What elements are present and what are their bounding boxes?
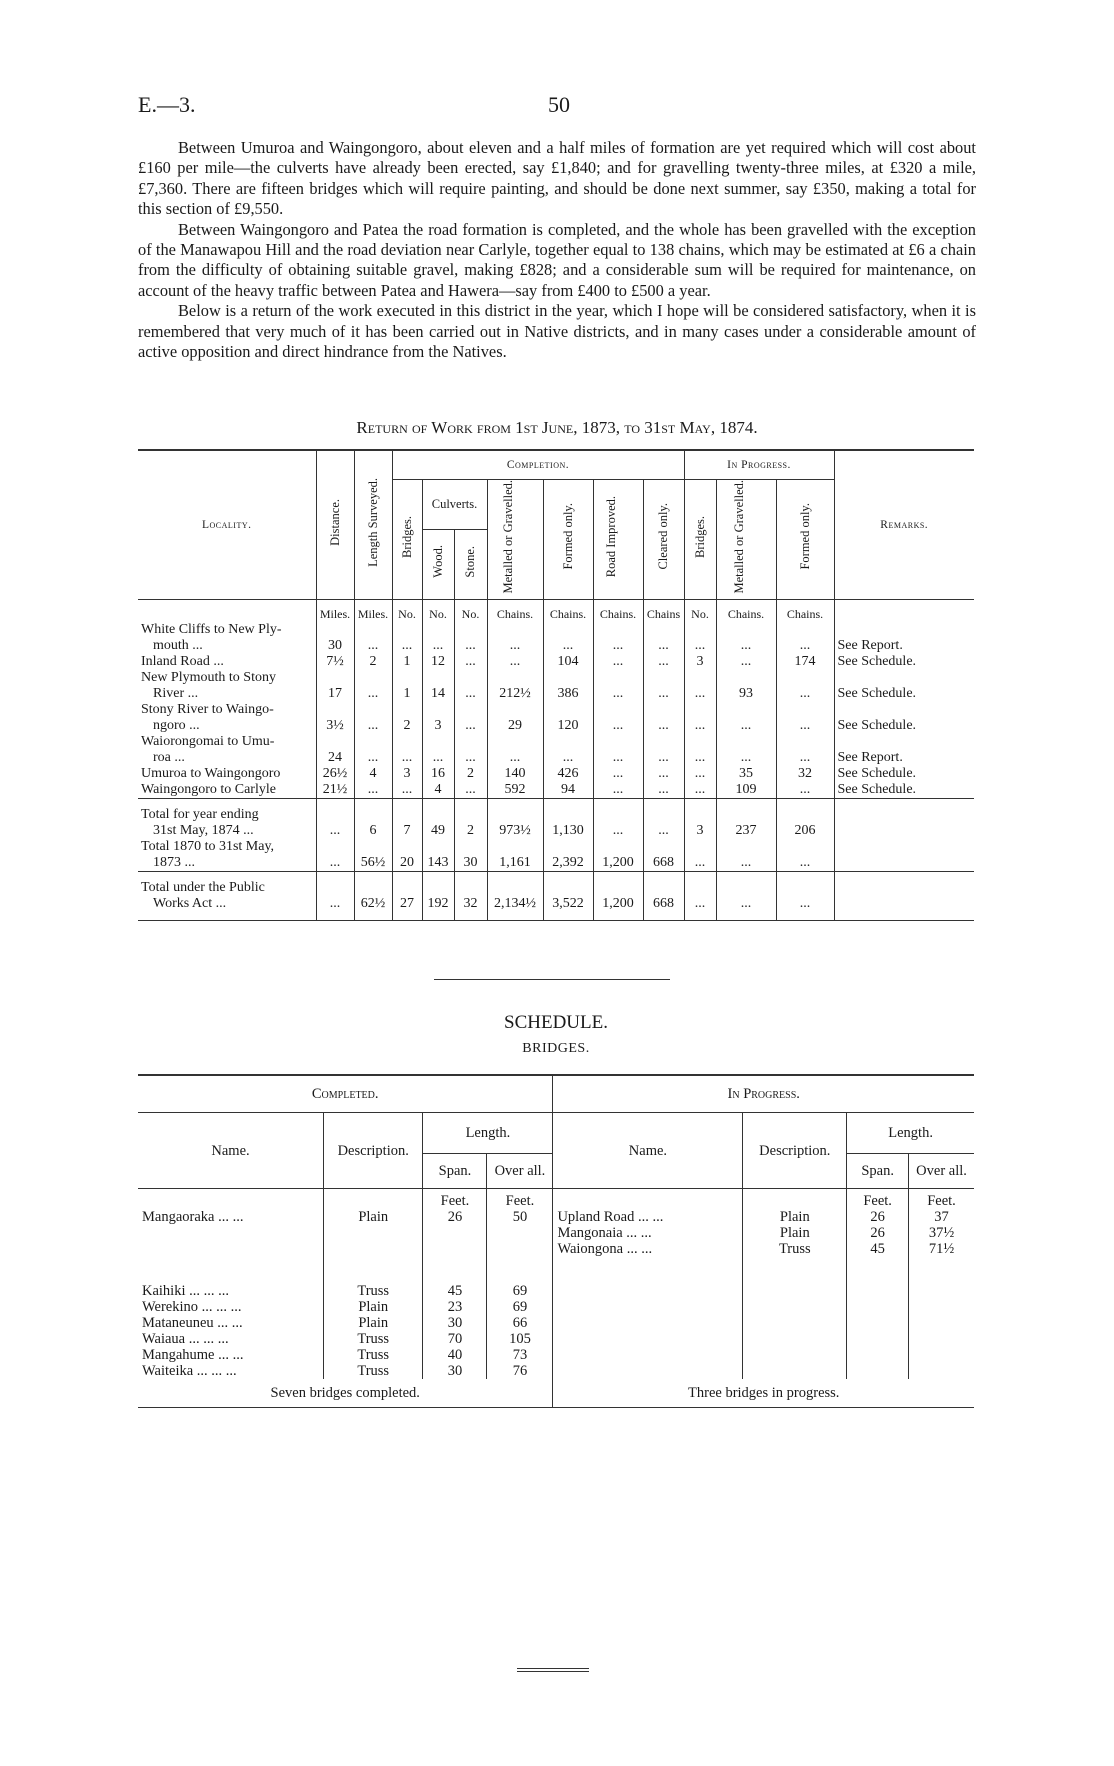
locality-line: ngoro ... xyxy=(153,717,200,733)
distance-cell: ... xyxy=(316,798,354,839)
progress-overall-line: 37 xyxy=(934,1209,949,1225)
wood-cell: 12 xyxy=(422,654,454,670)
header-cleared-only: Cleared only. xyxy=(656,503,670,571)
distance-cell: 24 xyxy=(316,734,354,766)
completed-header: Completed. xyxy=(138,1075,553,1113)
locality-line: Waingongoro to Carlyle xyxy=(141,781,276,797)
length-surveyed-cell: 2 xyxy=(354,654,392,670)
header-in-progress: In Progress. xyxy=(727,459,791,471)
progress-description-line: Truss xyxy=(778,1241,811,1257)
header-locality: Locality. xyxy=(201,518,252,531)
progress-span-line: 26 xyxy=(870,1225,885,1241)
locality-cell xyxy=(138,839,316,872)
bridges-cell: 27 xyxy=(392,871,422,920)
formed-cell: 94 xyxy=(543,782,593,799)
feet-unit: Feet. xyxy=(423,1189,487,1210)
remarks-cell: See Report. xyxy=(834,734,974,766)
length-surveyed-cell: ... xyxy=(354,702,392,734)
stone-cell: ... xyxy=(454,654,487,670)
metalled-cell: 29 xyxy=(487,702,543,734)
stone-cell: ... xyxy=(454,670,487,702)
cleared-cell: 668 xyxy=(643,839,684,872)
wood-cell: 16 xyxy=(422,766,454,782)
metalled-cell: 592 xyxy=(487,782,543,799)
bridge-name-line: Kaihiki ... ... ... xyxy=(142,1283,229,1299)
formed-cell: 104 xyxy=(543,654,593,670)
unit-ip-formed: Chains. xyxy=(776,599,834,622)
bridge-description-cell: Plain xyxy=(324,1209,423,1267)
stone-cell: 32 xyxy=(454,871,487,920)
bridge-overall-line: 105 xyxy=(509,1331,531,1347)
road-improved-cell: ... xyxy=(593,782,643,799)
stone-cell: ... xyxy=(454,782,487,799)
metalled-cell: 1,161 xyxy=(487,839,543,872)
ip-bridges-cell: ... xyxy=(684,871,716,920)
header-ip-formed-only: Formed only. xyxy=(797,503,812,571)
progress-description-header: Description. xyxy=(743,1113,847,1189)
locality-cell xyxy=(138,622,316,654)
bridge-span-cell xyxy=(423,1267,487,1379)
remarks-cell: See Report. xyxy=(834,622,974,654)
wood-cell: 3 xyxy=(422,702,454,734)
formed-cell: 2,392 xyxy=(543,839,593,872)
bridges-cell: ... xyxy=(392,782,422,799)
locality-cell xyxy=(138,782,316,799)
ip-bridges-cell: 3 xyxy=(684,798,716,839)
bridge-description-line: Truss xyxy=(357,1331,390,1347)
locality-cell xyxy=(138,702,316,734)
progress-description-line: Plain xyxy=(779,1225,810,1241)
feet-unit: Feet. xyxy=(487,1189,553,1210)
stone-cell: ... xyxy=(454,734,487,766)
ip-metalled-cell: ... xyxy=(716,702,776,734)
ip-metalled-cell: ... xyxy=(716,871,776,920)
metalled-cell: ... xyxy=(487,734,543,766)
metalled-cell: 2,134½ xyxy=(487,871,543,920)
progress-description-line: Plain xyxy=(779,1209,810,1225)
unit-cleared: Chains xyxy=(643,599,684,622)
distance-cell: ... xyxy=(316,839,354,872)
bridge-description-line: Truss xyxy=(357,1283,390,1299)
wood-cell: 49 xyxy=(422,798,454,839)
header-completion: Completion. xyxy=(506,459,570,471)
remarks-cell: See Schedule. xyxy=(834,782,974,799)
metalled-cell: ... xyxy=(487,622,543,654)
cleared-cell: ... xyxy=(643,798,684,839)
table-row xyxy=(138,734,974,766)
ip-formed-cell: ... xyxy=(776,702,834,734)
end-rule xyxy=(517,1668,589,1669)
bridge-overall-line: 66 xyxy=(512,1315,528,1331)
bridge-overall-line: 76 xyxy=(512,1363,528,1379)
locality-line: mouth ... xyxy=(153,637,203,653)
metalled-cell: 212½ xyxy=(487,670,543,702)
length-surveyed-cell: 56½ xyxy=(354,839,392,872)
bridge-description-line: Plain xyxy=(358,1315,389,1331)
length-surveyed-cell: 4 xyxy=(354,766,392,782)
progress-name-line: Mangonaia ... ... xyxy=(557,1225,652,1241)
header-road-improved: Road Improved. xyxy=(604,496,618,578)
locality-line: Total for year ending xyxy=(141,806,259,822)
ip-formed-cell: ... xyxy=(776,839,834,872)
header-distance: Distance. xyxy=(327,498,342,546)
unit-ip-bridges: No. xyxy=(684,599,716,622)
ip-bridges-cell: ... xyxy=(684,839,716,872)
return-table-title: Return of Work from 1st June, 1873, to 31st May, 1874. xyxy=(356,418,758,437)
ip-metalled-cell: 93 xyxy=(716,670,776,702)
locality-cell xyxy=(138,798,316,839)
locality-line: Waiorongomai to Umu- xyxy=(141,733,275,749)
formed-cell: 426 xyxy=(543,766,593,782)
progress-overall-cell xyxy=(909,1209,974,1379)
cleared-cell: ... xyxy=(643,734,684,766)
cleared-cell: ... xyxy=(643,702,684,734)
locality-line: Works Act ... xyxy=(153,895,227,911)
road-improved-cell: ... xyxy=(593,622,643,654)
wood-cell: 143 xyxy=(422,839,454,872)
locality-line: Total 1870 to 31st May, xyxy=(141,838,275,854)
progress-description-cell xyxy=(743,1209,847,1379)
progress-span-line: 45 xyxy=(870,1241,885,1257)
completed-length-header: Length. xyxy=(423,1113,553,1154)
bridge-description-line: Truss xyxy=(357,1363,390,1379)
ip-metalled-cell: ... xyxy=(716,654,776,670)
in-progress-summary: Three bridges in progress. xyxy=(553,1379,974,1408)
road-improved-cell: 1,200 xyxy=(593,871,643,920)
bridges-cell: ... xyxy=(392,734,422,766)
feet-unit: Feet. xyxy=(909,1189,974,1210)
header-metalled: Metalled or Gravelled. xyxy=(501,480,515,594)
ip-formed-cell: ... xyxy=(776,670,834,702)
unit-bridges: No. xyxy=(392,599,422,622)
bridges-cell: 1 xyxy=(392,654,422,670)
table-row xyxy=(138,1209,974,1267)
stone-cell: ... xyxy=(454,702,487,734)
progress-name-line: Waiongona ... ... xyxy=(557,1241,653,1257)
stone-cell: 2 xyxy=(454,798,487,839)
progress-overall-header: Over all. xyxy=(909,1154,974,1189)
ip-bridges-cell: ... xyxy=(684,766,716,782)
bridge-name-line: Waiteika ... ... ... xyxy=(142,1363,237,1379)
table-row xyxy=(138,702,974,734)
bridge-overall-cell: 50 xyxy=(487,1209,553,1267)
locality-cell xyxy=(138,670,316,702)
wood-cell: 4 xyxy=(422,782,454,799)
stone-cell: 30 xyxy=(454,839,487,872)
cleared-cell: 668 xyxy=(643,871,684,920)
road-improved-cell: ... xyxy=(593,798,643,839)
locality-cell xyxy=(138,766,316,782)
header-wood: Wood. xyxy=(430,545,445,579)
bridges-cell: 20 xyxy=(392,839,422,872)
ip-bridges-cell: 3 xyxy=(684,654,716,670)
return-of-work-table xyxy=(138,449,974,921)
bridge-overall-line: 69 xyxy=(512,1283,528,1299)
paragraph-3: Below is a return of the work executed in this district in the year, which I hope will be considered satisfactory, when it is remembered that very much of it has been carried out in Native districts, and in many cases under a considerable amount of active opposition and direct hindrance from the Natives. xyxy=(138,301,976,362)
length-surveyed-cell: ... xyxy=(354,734,392,766)
distance-cell: ... xyxy=(316,871,354,920)
remarks-cell: See Schedule. xyxy=(834,766,974,782)
formed-cell: ... xyxy=(543,622,593,654)
ip-metalled-cell: 35 xyxy=(716,766,776,782)
header-length-surveyed: Length Surveyed. xyxy=(365,477,380,567)
remarks-cell xyxy=(834,839,974,872)
progress-overall-line: 71½ xyxy=(928,1241,955,1257)
bridges-cell: 7 xyxy=(392,798,422,839)
cleared-cell: ... xyxy=(643,766,684,782)
table-row xyxy=(138,654,974,670)
end-rule xyxy=(517,1671,589,1672)
unit-length: Miles. xyxy=(354,599,392,622)
bridge-overall-line: 69 xyxy=(512,1299,528,1315)
bridge-name-line: Waiaua ... ... ... xyxy=(142,1331,229,1347)
road-improved-cell: ... xyxy=(593,670,643,702)
formed-cell: ... xyxy=(543,734,593,766)
ip-metalled-cell: ... xyxy=(716,734,776,766)
distance-cell: 7½ xyxy=(316,654,354,670)
completed-name-header: Name. xyxy=(138,1113,324,1189)
remarks-cell: See Schedule. xyxy=(834,702,974,734)
ip-bridges-cell: ... xyxy=(684,782,716,799)
bridge-overall-cell xyxy=(487,1267,553,1379)
table-row xyxy=(138,782,974,799)
table-row xyxy=(138,622,974,654)
ip-formed-cell: 206 xyxy=(776,798,834,839)
ip-formed-cell: ... xyxy=(776,871,834,920)
table-row xyxy=(138,670,974,702)
unit-metalled: Chains. xyxy=(487,599,543,622)
bridge-description-line: Plain xyxy=(358,1299,389,1315)
bridge-span-line: 23 xyxy=(447,1299,463,1315)
length-surveyed-cell: 62½ xyxy=(354,871,392,920)
formed-cell: 3,522 xyxy=(543,871,593,920)
stone-cell: ... xyxy=(454,622,487,654)
road-improved-cell: ... xyxy=(593,766,643,782)
remarks-cell xyxy=(834,871,974,920)
completed-overall-header: Over all. xyxy=(487,1154,553,1189)
distance-cell: 17 xyxy=(316,670,354,702)
ip-formed-cell: 32 xyxy=(776,766,834,782)
locality-line: roa ... xyxy=(153,749,185,765)
progress-name-header: Name. xyxy=(553,1113,743,1189)
length-surveyed-cell: ... xyxy=(354,782,392,799)
length-surveyed-cell: ... xyxy=(354,670,392,702)
progress-span-line: 26 xyxy=(870,1209,885,1225)
bridge-name-line: Mataneuneu ... ... xyxy=(142,1315,243,1331)
locality-cell xyxy=(138,734,316,766)
progress-name-cell xyxy=(553,1209,743,1379)
unit-distance: Miles. xyxy=(316,599,354,622)
header-remarks: Remarks. xyxy=(880,518,929,531)
formed-cell: 120 xyxy=(543,702,593,734)
unit-ip-metalled: Chains. xyxy=(716,599,776,622)
unit-stone: No. xyxy=(454,599,487,622)
locality-line: 31st May, 1874 ... xyxy=(153,822,254,838)
formed-cell: 1,130 xyxy=(543,798,593,839)
locality-line: 1873 ... xyxy=(153,854,195,870)
ip-metalled-cell: 237 xyxy=(716,798,776,839)
locality-cell xyxy=(138,871,316,920)
bridge-name-line: Mangahume ... ... xyxy=(142,1347,244,1363)
bridge-span-line: 40 xyxy=(447,1347,463,1363)
metalled-cell: ... xyxy=(487,654,543,670)
ip-formed-cell: ... xyxy=(776,734,834,766)
header-bridges: Bridges. xyxy=(399,515,414,558)
ip-formed-cell: 174 xyxy=(776,654,834,670)
ip-metalled-cell: 109 xyxy=(716,782,776,799)
ip-bridges-cell: ... xyxy=(684,670,716,702)
locality-cell xyxy=(138,654,316,670)
road-improved-cell: ... xyxy=(593,654,643,670)
wood-cell: 14 xyxy=(422,670,454,702)
ip-metalled-cell: ... xyxy=(716,622,776,654)
header-stone: Stone. xyxy=(463,545,477,578)
progress-span-cell xyxy=(847,1209,909,1379)
schedule-subtitle: BRIDGES. xyxy=(522,1041,590,1056)
paragraph-2: Between Waingongoro and Patea the road formation is completed, and the whole has been gravelled with the exception of the Manawapou Hill and the road deviation near Carlyle, together equal to 138 chains, which may be estimated at £6 a chain from the difficulty of obtaining suitable gravel, making £828; and a considerable sum will be required for maintenance, on account of the heavy traffic between Patea and Hawera—say from £400 to £500 a year. xyxy=(138,219,976,300)
locality-line: River ... xyxy=(153,685,199,701)
locality-line: New Plymouth to Stony xyxy=(141,669,276,685)
road-improved-cell: ... xyxy=(593,702,643,734)
bridges-cell: 3 xyxy=(392,766,422,782)
locality-line: Total under the Public xyxy=(141,879,265,895)
metalled-cell: 973½ xyxy=(487,798,543,839)
ip-metalled-cell: ... xyxy=(716,839,776,872)
bridge-description-line: Truss xyxy=(357,1347,390,1363)
length-surveyed-cell: ... xyxy=(354,622,392,654)
ip-formed-cell: ... xyxy=(776,782,834,799)
header-ip-bridges: Bridges. xyxy=(692,515,707,558)
ip-bridges-cell: ... xyxy=(684,702,716,734)
cleared-cell: ... xyxy=(643,782,684,799)
schedule-title: SCHEDULE. xyxy=(504,1012,608,1033)
remarks-cell xyxy=(834,798,974,839)
bridges-cell: 2 xyxy=(392,702,422,734)
road-improved-cell: 1,200 xyxy=(593,839,643,872)
paragraph-1: Between Umuroa and Waingongoro, about eleven and a half miles of formation are yet required which will cost about £160 per mile—the culverts have already been erected, say £1,840; and for gravelling twenty-three miles, at £320 a mile, £7,360. There are fifteen bridges which will require painting, and should be done next summer, say £350, making a total for this section of £9,550. xyxy=(138,138,976,219)
distance-cell: 30 xyxy=(316,622,354,654)
body-text xyxy=(138,138,976,362)
ip-bridges-cell: ... xyxy=(684,622,716,654)
length-surveyed-cell: 6 xyxy=(354,798,392,839)
total-row xyxy=(138,839,974,872)
progress-span-header: Span. xyxy=(847,1154,909,1189)
header-ip-metalled: Metalled or Gravelled. xyxy=(732,480,746,594)
completed-description-header: Description. xyxy=(324,1113,423,1189)
header-formed-only: Formed only. xyxy=(560,503,575,571)
total-row xyxy=(138,871,974,920)
remarks-cell: See Schedule. xyxy=(834,670,974,702)
cleared-cell: ... xyxy=(643,654,684,670)
ip-formed-cell: ... xyxy=(776,622,834,654)
bridge-span-cell: 26 xyxy=(423,1209,487,1267)
bridge-span-line: 30 xyxy=(447,1363,463,1379)
header-culverts: Culverts. xyxy=(431,497,478,512)
document-reference: E.—3. xyxy=(138,92,196,117)
bridges-schedule-table xyxy=(138,1074,974,1408)
locality-line: Inland Road ... xyxy=(141,653,224,669)
bridge-name-line: Werekino ... ... ... xyxy=(142,1299,242,1315)
metalled-cell: 140 xyxy=(487,766,543,782)
feet-unit: Feet. xyxy=(847,1189,909,1210)
completed-summary: Seven bridges completed. xyxy=(138,1379,553,1408)
ip-bridges-cell: ... xyxy=(684,734,716,766)
cleared-cell: ... xyxy=(643,622,684,654)
page-number: 50 xyxy=(548,92,570,117)
bridge-overall-line: 73 xyxy=(512,1347,528,1363)
locality-line: Umuroa to Waingongoro xyxy=(141,765,281,781)
table-row xyxy=(138,766,974,782)
locality-line: White Cliffs to New Ply- xyxy=(141,621,282,637)
wood-cell: 192 xyxy=(422,871,454,920)
progress-overall-line: 37½ xyxy=(928,1225,955,1241)
remarks-cell: See Schedule. xyxy=(834,654,974,670)
bridges-cell: ... xyxy=(392,622,422,654)
distance-cell: 26½ xyxy=(316,766,354,782)
road-improved-cell: ... xyxy=(593,734,643,766)
distance-cell: 21½ xyxy=(316,782,354,799)
bridge-name-cell: Mangaoraka ... ... xyxy=(142,1209,244,1225)
total-row xyxy=(138,798,974,839)
bridge-span-line: 45 xyxy=(447,1283,463,1299)
bridges-cell: 1 xyxy=(392,670,422,702)
bridge-span-line: 30 xyxy=(447,1315,463,1331)
wood-cell: ... xyxy=(422,734,454,766)
unit-road-improved: Chains. xyxy=(593,599,643,622)
cleared-cell: ... xyxy=(643,670,684,702)
locality-line: Stony River to Waingo- xyxy=(141,701,274,717)
progress-name-line: Upland Road ... ... xyxy=(557,1209,664,1225)
unit-wood: No. xyxy=(422,599,454,622)
unit-formed: Chains. xyxy=(543,599,593,622)
progress-length-header: Length. xyxy=(847,1113,974,1154)
wood-cell: ... xyxy=(422,622,454,654)
distance-cell: 3½ xyxy=(316,702,354,734)
in-progress-header: In Progress. xyxy=(553,1075,974,1113)
bridge-description-cell xyxy=(324,1267,423,1379)
section-divider xyxy=(434,979,670,980)
bridge-span-line: 70 xyxy=(447,1331,463,1347)
bridge-name-cell xyxy=(138,1267,324,1379)
formed-cell: 386 xyxy=(543,670,593,702)
completed-span-header: Span. xyxy=(423,1154,487,1189)
stone-cell: 2 xyxy=(454,766,487,782)
